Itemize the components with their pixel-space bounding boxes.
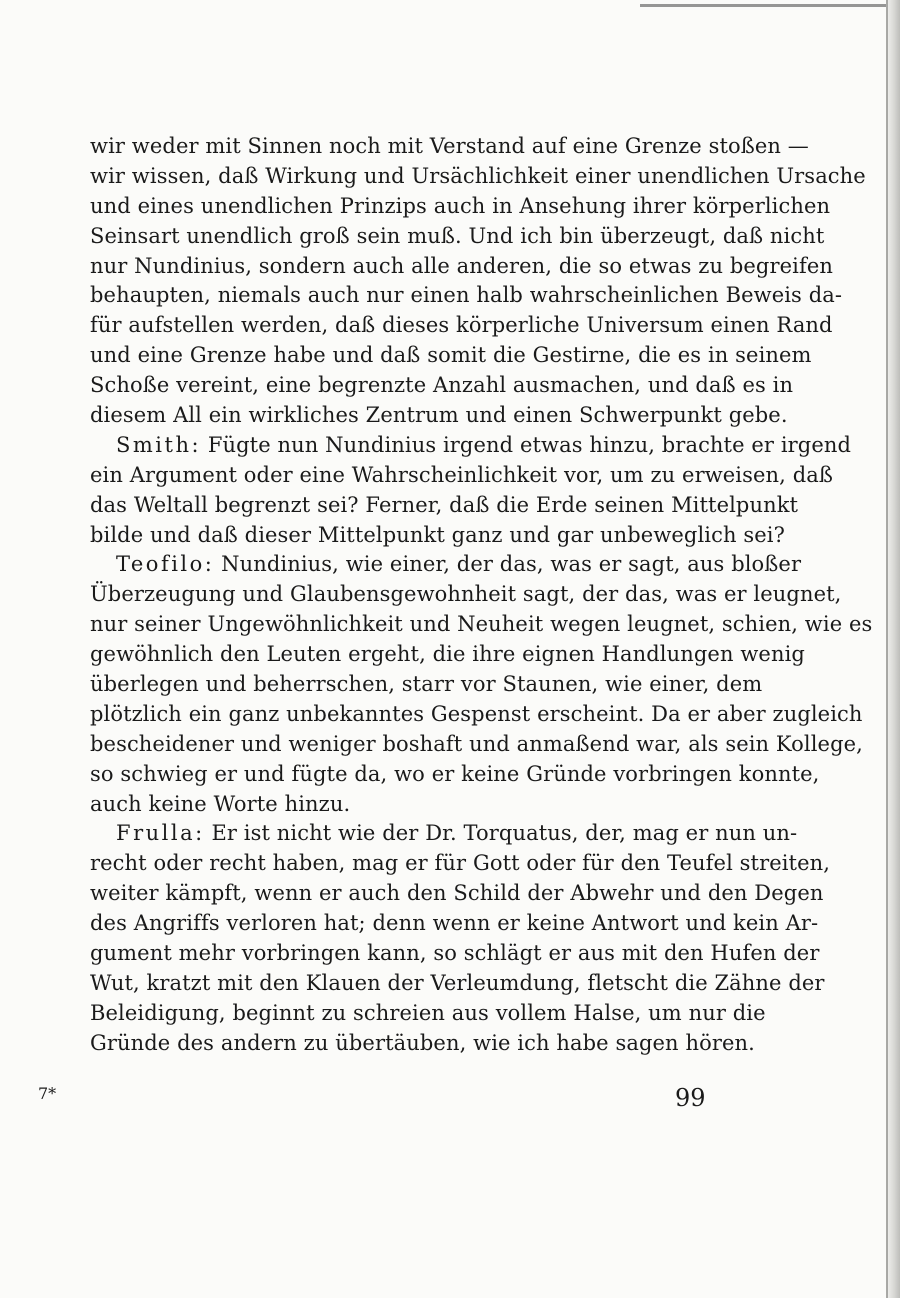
speaker-name: Frulla: <box>116 821 205 846</box>
text-line: nur seiner Ungewöhnlichkeit und Neuheit wegen leugnet, schien, wie es <box>90 612 873 637</box>
signature-mark: 7* <box>38 1084 57 1103</box>
text-line: Beleidigung, beginnt zu schreien aus vollem Halse, um nur die <box>90 1000 766 1025</box>
text-line: überlegen und beherrschen, starr vor Staunen, wie einer, dem <box>90 672 763 697</box>
text-line: Seinsart unendlich groß sein muß. Und ich bin überzeugt, daß nicht <box>90 223 825 248</box>
text-line: ein Argument oder eine Wahrscheinlichkeit vor, um zu erweisen, daß <box>90 462 833 487</box>
text-line: Schoße vereint, eine begrenzte Anzahl ausmachen, und daß es in <box>90 373 794 398</box>
text-line: das Weltall begrenzt sei? Ferner, daß die Erde seinen Mittelpunkt <box>90 492 799 517</box>
text-line: nur Nundinius, sondern auch alle anderen, die so etwas zu begreifen <box>90 253 833 278</box>
page-number: 99 <box>675 1084 706 1112</box>
text-line: wir wissen, daß Wirkung und Ursächlichkeit einer unendlichen Ursache <box>90 163 866 188</box>
speaker-name: Smith: <box>116 432 202 457</box>
text-line: weiter kämpft, wenn er auch den Schild der Abwehr und den Degen <box>90 881 824 906</box>
text-line: so schwieg er und fügte da, wo er keine Gründe vorbringen konnte, <box>90 761 820 786</box>
scan-right-edge-line <box>886 0 888 1298</box>
scan-top-edge <box>640 4 890 7</box>
text-line: und eines unendlichen Prinzips auch in Ansehung ihrer körperlichen <box>90 193 831 218</box>
paragraph-continuation <box>90 132 866 431</box>
text-line: plötzlich ein ganz unbekanntes Gespenst erscheint. Da er aber zugleich <box>90 701 863 726</box>
paragraph-teofilo <box>90 550 873 819</box>
text-line: und eine Grenze habe und daß somit die Gestirne, die es in seinem <box>90 343 812 368</box>
text-line: Gründe des andern zu übertäuben, wie ich habe sagen hören. <box>90 1030 755 1055</box>
text-line: diesem All ein wirkliches Zentrum und einen Schwerpunkt gebe. <box>90 403 788 428</box>
text-line: gument mehr vorbringen kann, so schlägt er aus mit den Hufen der <box>90 941 820 966</box>
body-text <box>90 132 873 1059</box>
text-line: wir weder mit Sinnen noch mit Verstand auf eine Grenze stoßen — <box>90 134 809 158</box>
text-line: Überzeugung und Glaubensgewohnheit sagt, der das, was er leugnet, <box>90 582 842 607</box>
paragraph-smith <box>90 431 852 551</box>
text-line: Smith: Fügte nun Nundinius irgend etwas hinzu, brachte er irgend <box>116 432 852 457</box>
text-line: Teofilo: Nundinius, wie einer, der das, was er sagt, aus bloßer <box>116 552 802 577</box>
text-line: für aufstellen werden, daß dieses körperliche Universum einen Rand <box>90 313 833 338</box>
text-line: auch keine Worte hinzu. <box>90 791 351 816</box>
paragraph-frulla <box>90 819 831 1058</box>
text-line: des Angriffs verloren hat; denn wenn er keine Antwort und kein Ar- <box>90 911 819 936</box>
text-line: Wut, kratzt mit den Klauen der Verleumdung, fletscht die Zähne der <box>90 970 825 995</box>
scan-right-edge <box>886 0 900 1298</box>
speaker-name: Teofilo: <box>116 552 215 577</box>
text-line: recht oder recht haben, mag er für Gott oder für den Teufel streiten, <box>90 851 831 876</box>
text-line: bescheidener und weniger boshaft und anmaßend war, als sein Kollege, <box>90 731 863 756</box>
text-line: bilde und daß dieser Mittelpunkt ganz und gar unbeweglich sei? <box>90 522 785 547</box>
text-line: behaupten, niemals auch nur einen halb wahrscheinlichen Beweis da- <box>90 283 843 308</box>
text-line: gewöhnlich den Leuten ergeht, die ihre eignen Handlungen wenig <box>90 642 805 667</box>
text-line: Frulla: Er ist nicht wie der Dr. Torquatus, der, mag er nun un- <box>116 821 798 846</box>
